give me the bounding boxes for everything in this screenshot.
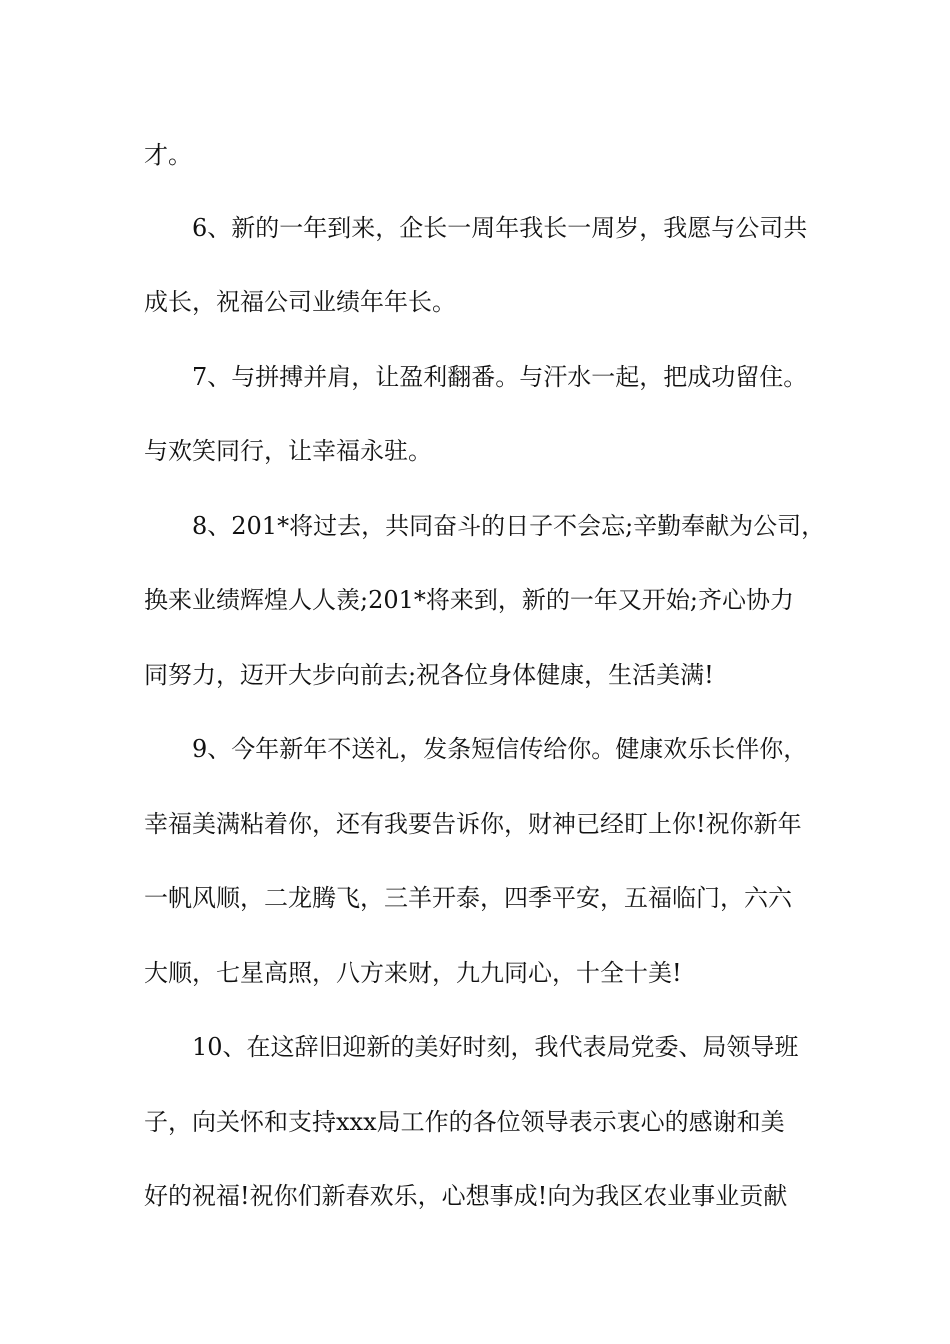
paragraph-7-line-2: 与欢笑同行，让幸福永驻。	[144, 437, 432, 465]
paragraph-8-line-3: 同努力，迈开大步向前去;祝各位身体健康，生活美满!	[144, 661, 714, 689]
paragraph-9-line-3: 一帆风顺，二龙腾飞，三羊开泰，四季平安，五福临门，六六	[144, 884, 792, 912]
paragraph-8-line-1: 8、201*将过去，共同奋斗的日子不会忘;辛勤奉献为公司，	[192, 512, 826, 540]
paragraph-9-line-1: 9、今年新年不送礼，发条短信传给你。健康欢乐长伴你，	[192, 735, 808, 763]
paragraph-10-line-1: 10、在这辞旧迎新的美好时刻，我代表局党委、局领导班	[192, 1033, 799, 1061]
paragraph-9-line-4: 大顺，七星高照，八方来财，九九同心，十全十美!	[144, 959, 682, 987]
paragraph-8-line-2: 换来业绩辉煌人人羡;201*将来到，新的一年又开始;齐心协力	[144, 586, 794, 614]
paragraph-6-line-2: 成长，祝福公司业绩年年长。	[144, 288, 456, 316]
paragraph-10-line-2: 子，向关怀和支持xxx局工作的各位领导表示衷心的感谢和美	[144, 1108, 785, 1136]
paragraph-7-line-1: 7、与拼搏并肩，让盈利翻番。与汗水一起，把成功留住。	[192, 363, 808, 391]
paragraph-9-line-2: 幸福美满粘着你，还有我要告诉你，财神已经盯上你!祝你新年	[144, 810, 802, 838]
text-line: 才。	[144, 141, 192, 169]
paragraph-6-line-1: 6、新的一年到来，企长一周年我长一周岁，我愿与公司共	[192, 214, 808, 242]
paragraph-10-line-3: 好的祝福!祝你们新春欢乐，心想事成!向为我区农业事业贡献	[144, 1182, 788, 1210]
